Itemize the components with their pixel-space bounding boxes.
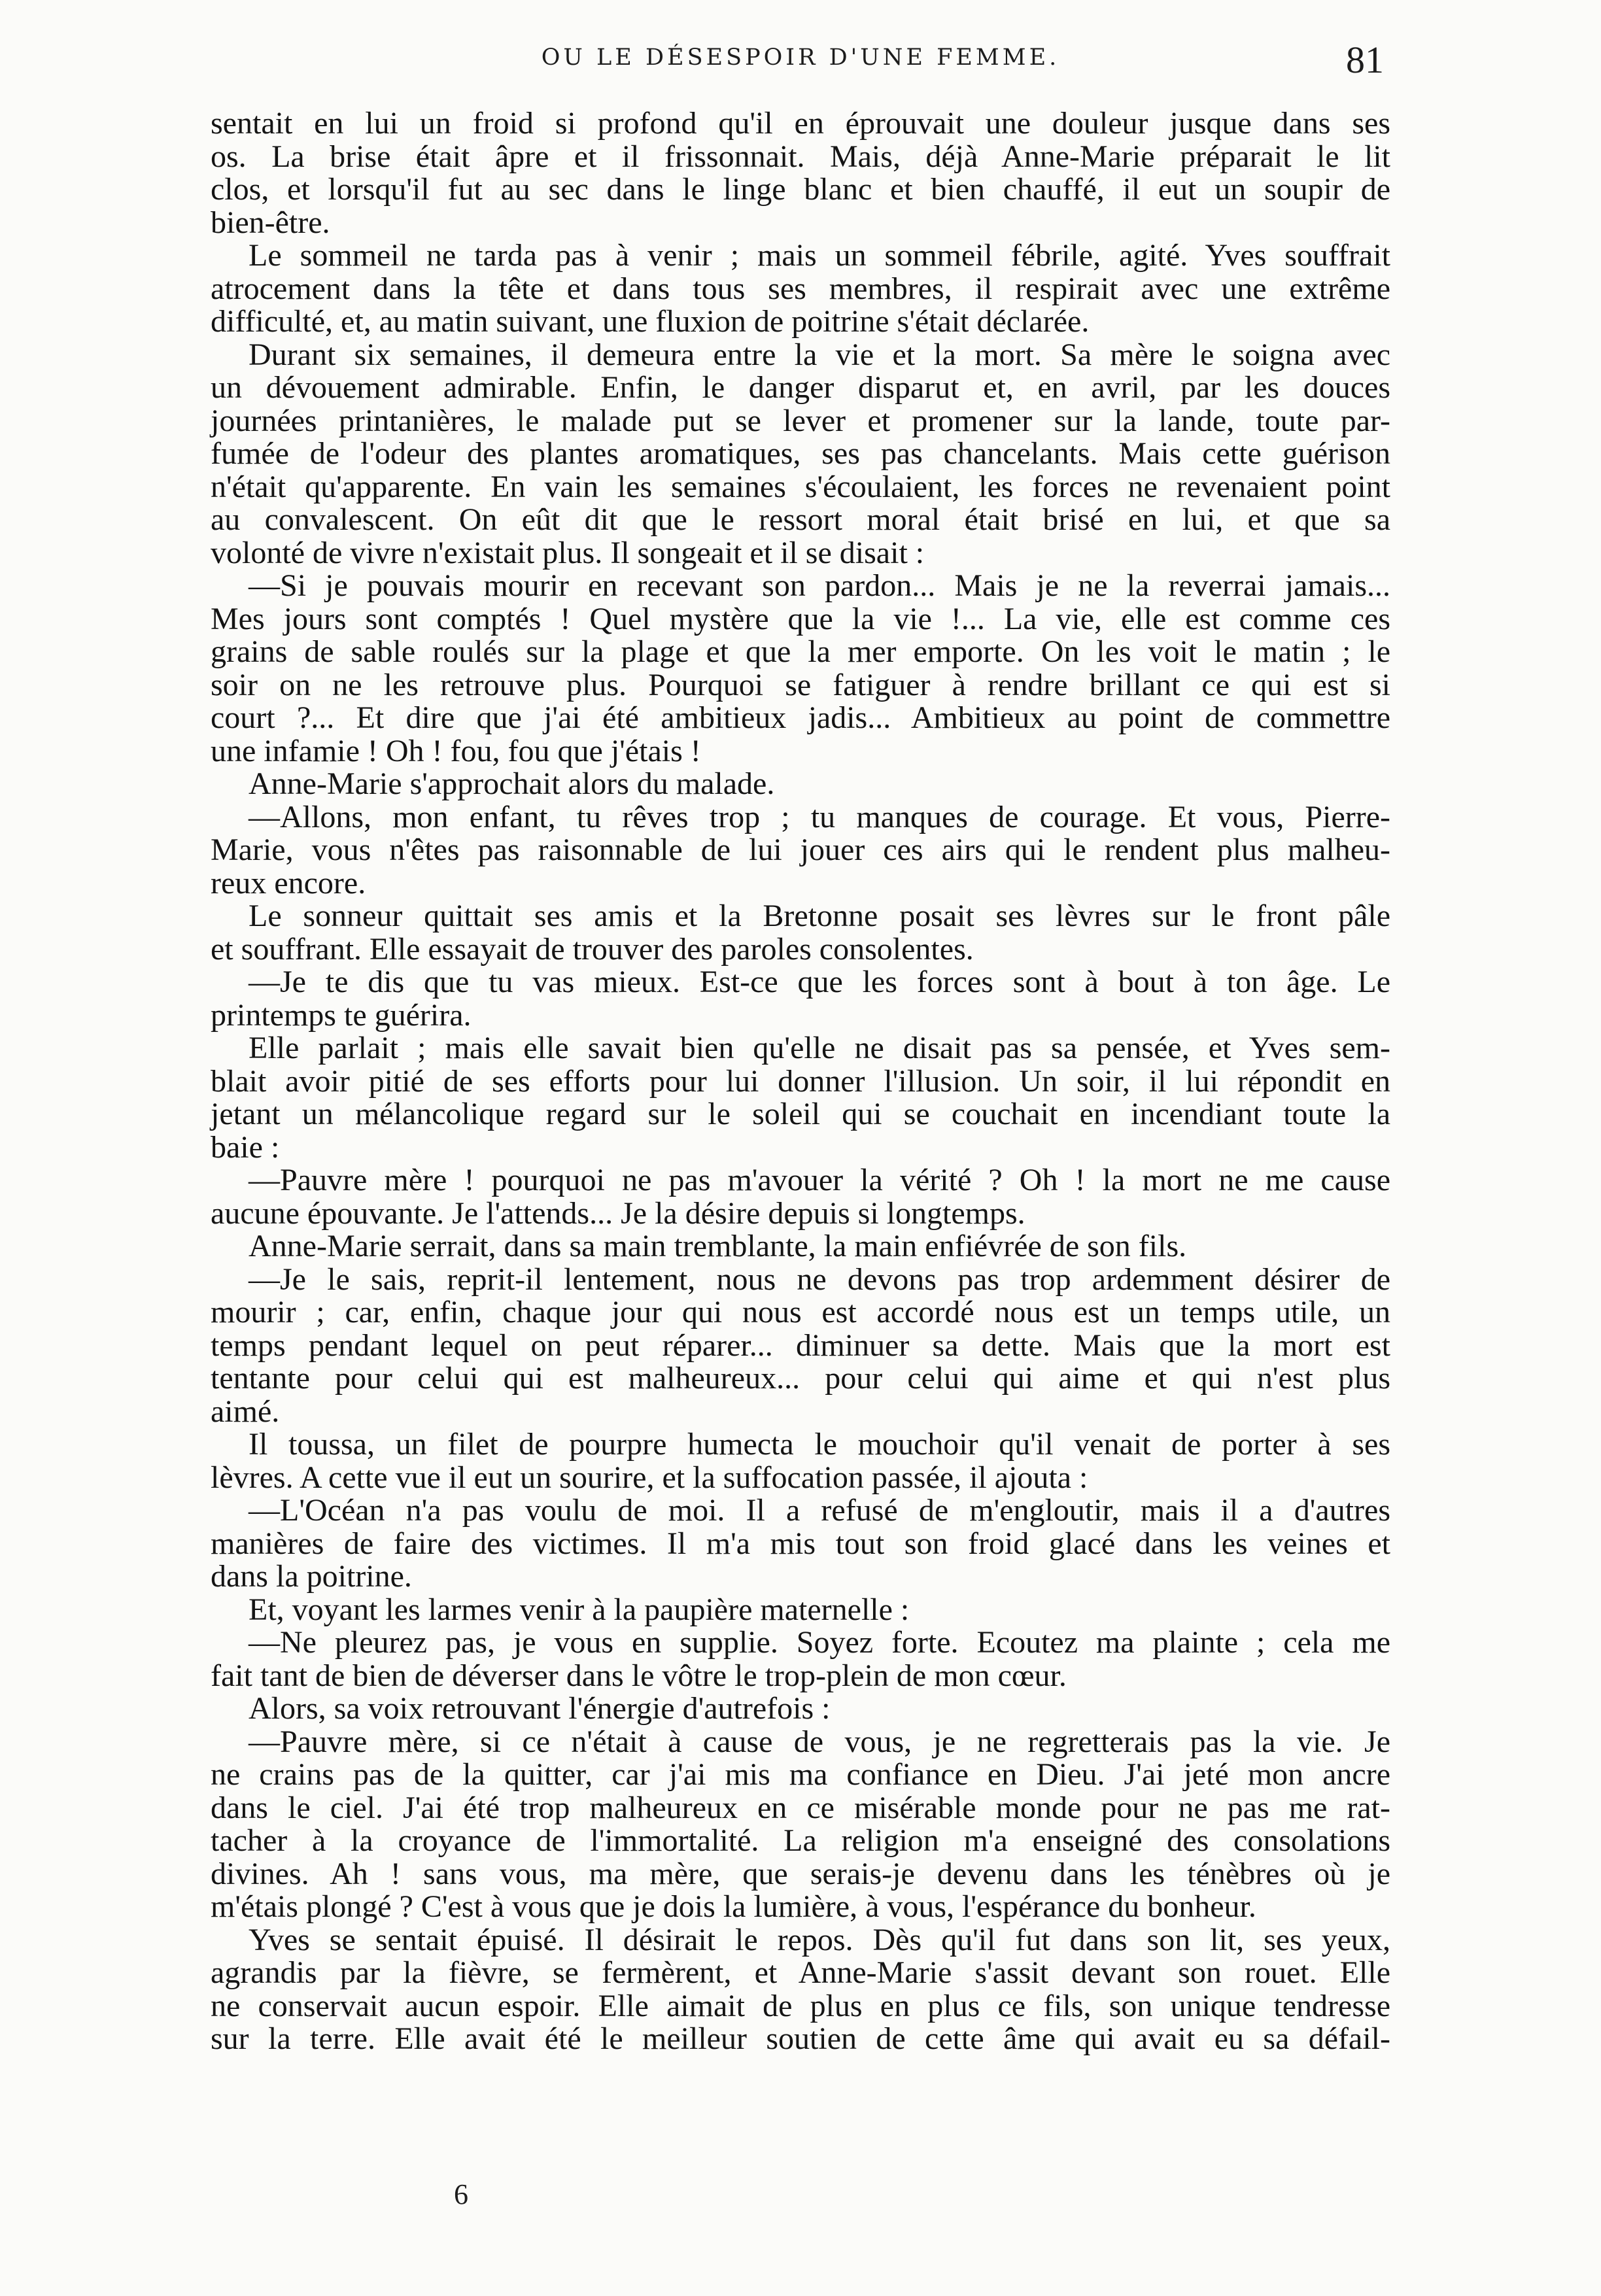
page-number: 81 (1346, 39, 1384, 81)
text-line: agrandis par la fièvre, se fermèrent, et Anne-Marie s'assit devant son rouet. Elle (211, 1955, 1390, 1990)
text-line: aucune épouvante. Je l'attends... Je la désire depuis si longtemps. (211, 1195, 1025, 1231)
text-line: volonté de vivre n'existait plus. Il songeait et il se disait : (211, 535, 925, 570)
text-line: court ?... Et dire que j'ai été ambitieux jadis... Ambitieux au point de commettre (211, 700, 1390, 735)
text-line: Anne-Marie serrait, dans sa main tremblante, la main enfiévrée de son fils. (249, 1229, 1187, 1263)
text-line: difficulté, et, au matin suivant, une fluxion de poitrine s'était déclarée. (211, 304, 1090, 339)
text-line: manières de faire des victimes. Il m'a mis tout son froid glacé dans les veines et (211, 1526, 1390, 1561)
text-line: mourir ; car, enfin, chaque jour qui nous est accordé nous est un temps utile, un (211, 1295, 1390, 1329)
text-line: —Pauvre mère ! pourquoi ne pas m'avouer la vérité ? Oh ! la mort ne me cause (249, 1163, 1390, 1197)
body-text (211, 107, 1390, 2056)
text-line: Anne-Marie s'approchait alors du malade. (249, 766, 775, 801)
text-line: grains de sable roulés sur la plage et que la mer emporte. On les voit le matin ; le (211, 634, 1390, 669)
text-line: lèvres. A cette vue il eut un sourire, et la suffocation passée, il ajouta : (211, 1460, 1088, 1495)
text-line: ne conservait aucun espoir. Elle aimait de plus en plus ce fils, son unique tendresse (211, 1988, 1390, 2023)
text-line: ne crains pas de la quitter, car j'ai mis ma confiance en Dieu. J'ai jeté mon ancre (211, 1757, 1390, 1792)
text-line: —L'Océan n'a pas voulu de moi. Il a refusé de m'engloutir, mais il a d'autres (249, 1493, 1390, 1528)
text-line: —Si je pouvais mourir en recevant son pardon... Mais je ne la reverrai jamais... (249, 568, 1390, 603)
text-line: tacher à la croyance de l'immortalité. La religion m'a enseigné des consolations (211, 1823, 1390, 1858)
text-line: jetant un mélancolique regard sur le soleil qui se couchait en incendiant toute la (211, 1097, 1390, 1131)
text-line: aimé. (211, 1394, 280, 1429)
text-line: —Allons, mon enfant, tu rêves trop ; tu manques de courage. Et vous, Pierre- (249, 799, 1390, 834)
text-line: dans la poitrine. (211, 1559, 412, 1594)
text-line: os. La brise était âpre et il frissonnait. Mais, déjà Anne-Marie préparait le lit (211, 139, 1390, 174)
text-line: n'était qu'apparente. En vain les semaines s'écoulaient, les forces ne revenaient point (211, 469, 1390, 504)
running-title: OU LE DÉSESPOIR D'UNE FEMME. (541, 44, 1060, 71)
text-line: clos, et lorsqu'il fut au sec dans le linge blanc et bien chauffé, il eut un soupir de (211, 172, 1390, 207)
text-line: bien-être. (211, 205, 330, 240)
text-line: au convalescent. On eût dit que le ressort moral était brisé en lui, et que sa (211, 502, 1390, 537)
text-line: —Je le sais, reprit-il lentement, nous ne devons pas trop ardemment désirer de (249, 1261, 1390, 1297)
text-line: Le sonneur quittait ses amis et la Bretonne posait ses lèvres sur le front pâle (249, 899, 1390, 933)
signature-mark: 6 (454, 2178, 468, 2210)
text-line: —Je te dis que tu vas mieux. Est-ce que les forces sont à bout à ton âge. Le (249, 965, 1390, 999)
text-line: dans le ciel. J'ai été trop malheureux en ce misérable monde pour ne pas me rat- (211, 1790, 1390, 1825)
text-line: Mes jours sont comptés ! Quel mystère que la vie !... La vie, elle est comme ces (211, 601, 1390, 636)
text-line: Marie, vous n'êtes pas raisonnable de lui jouer ces airs qui le rendent plus malheu- (211, 832, 1390, 867)
text-line: reux encore. (211, 865, 366, 900)
text-line: Le sommeil ne tarda pas à venir ; mais un sommeil fébrile, agité. Yves souffrait (249, 238, 1390, 273)
text-line: —Ne pleurez pas, je vous en supplie. Soyez forte. Ecoutez ma plainte ; cela me (249, 1625, 1390, 1660)
text-line: printemps te guérira. (211, 997, 472, 1033)
text-line: Et, voyant les larmes venir à la paupière maternelle : (249, 1592, 910, 1627)
text-line: Il toussa, un filet de pourpre humecta le mouchoir qu'il venait de porter à ses (249, 1427, 1390, 1462)
text-line: m'étais plongé ? C'est à vous que je dois la lumière, à vous, l'espérance du bonheur. (211, 1889, 1256, 1924)
text-line: blait avoir pitié de ses efforts pour lui donner l'illusion. Un soir, il lui répondit en (211, 1063, 1390, 1099)
text-line: fumée de l'odeur des plantes aromatiques, ses pas chancelants. Mais cette guérison (211, 436, 1390, 471)
text-line: —Pauvre mère, si ce n'était à cause de vous, je ne regretterais pas la vie. Je (249, 1724, 1390, 1759)
text-line: baie : (211, 1129, 280, 1165)
text-line: sur la terre. Elle avait été le meilleur soutien de cette âme qui avait eu sa défail- (211, 2021, 1390, 2056)
text-line: sentait en lui un froid si profond qu'il en éprouvait une douleur jusque dans ses (211, 106, 1390, 141)
text-line: et souffrant. Elle essayait de trouver des paroles consolentes. (211, 931, 974, 967)
text-line: un dévouement admirable. Enfin, le danger disparut et, en avril, par les douces (211, 370, 1390, 405)
text-line: divines. Ah ! sans vous, ma mère, que serais-je devenu dans les ténèbres où je (211, 1856, 1390, 1891)
text-line: journées printanières, le malade put se lever et promener sur la lande, toute par- (211, 403, 1390, 438)
text-line: fait tant de bien de déverser dans le vôtre le trop-plein de mon cœur. (211, 1658, 1067, 1693)
text-line: atrocement dans la tête et dans tous ses membres, il respirait avec une extrême (211, 271, 1390, 306)
text-line: une infamie ! Oh ! fou, fou que j'étais ! (211, 733, 701, 768)
text-line: soir on ne les retrouve plus. Pourquoi se fatiguer à rendre brillant ce qui est si (211, 667, 1390, 702)
text-line: tentante pour celui qui est malheureux... pour celui qui aime et qui n'est plus (211, 1361, 1390, 1396)
text-line: Durant six semaines, il demeura entre la vie et la mort. Sa mère le soigna avec (249, 337, 1390, 372)
text-line: Yves se sentait épuisé. Il désirait le repos. Dès qu'il fut dans son lit, ses yeux, (249, 1922, 1390, 1957)
text-line: temps pendant lequel on peut réparer... diminuer sa dette. Mais que la mort est (211, 1328, 1390, 1363)
running-head (0, 38, 1601, 81)
text-line: Alors, sa voix retrouvant l'énergie d'autrefois : (249, 1691, 831, 1726)
text-line: Elle parlait ; mais elle savait bien qu'elle ne disait pas sa pensée, et Yves sem- (249, 1031, 1390, 1065)
